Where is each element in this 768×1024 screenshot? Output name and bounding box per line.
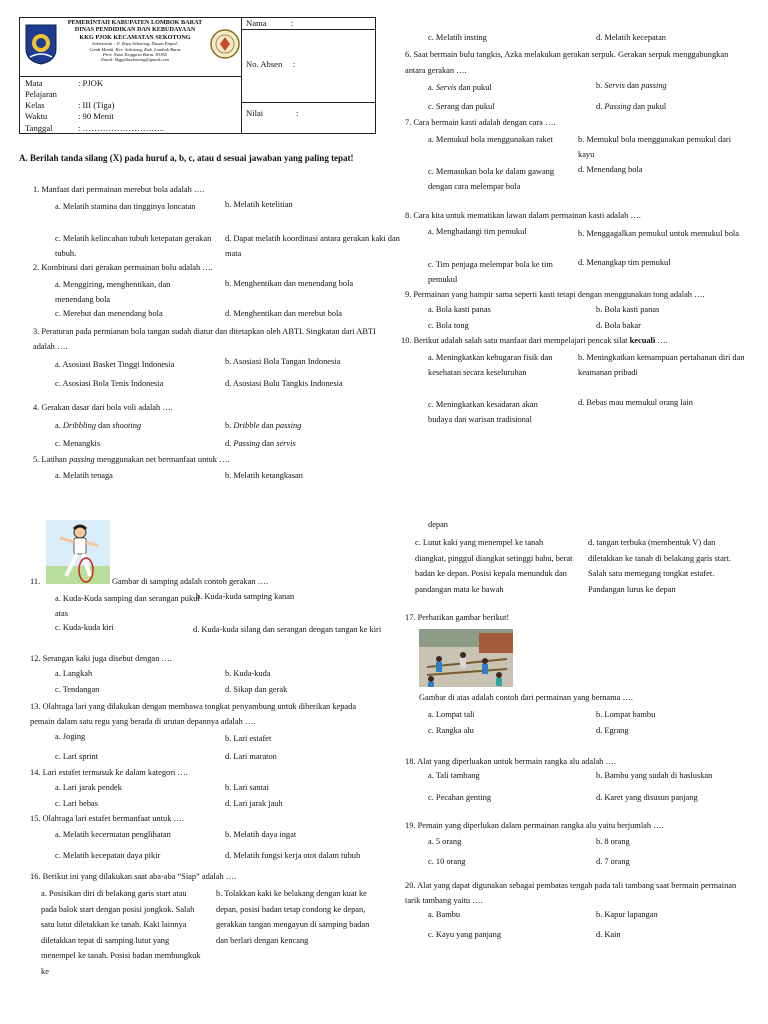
option-16a-continued: depan xyxy=(428,520,448,529)
address-line: Prov. Nusa Tenggara Barat. 83365 xyxy=(102,52,168,58)
option-3a[interactable]: a. Asosiasi Basket Tinggi Indonesia xyxy=(55,360,175,369)
option-15d[interactable]: d. Melatih fungsi kerja otot dalam tubuh xyxy=(225,851,361,860)
header-row-line xyxy=(241,29,375,30)
question-20: 20. Alat yang dapat digunakan sebagai pembatas tengah pada tali tambang saat bermain permainan tarik tambang yaitu …. xyxy=(405,881,737,905)
option-19d[interactable]: d. 7 orang xyxy=(596,857,630,866)
nilai-label: Nilai xyxy=(246,108,264,118)
header-table xyxy=(19,17,376,134)
question-3: 3. Peraturan pada permianan bola tangan sudah diatur dan ditetapkan oleh ABTI. Singkatan dari ABTI adalah …. xyxy=(33,327,376,351)
option-20d[interactable]: d. Kain xyxy=(596,930,621,939)
option-6d[interactable]: d. Passing dan pukul xyxy=(596,102,667,111)
tanggal-field[interactable]: : ……………………….. xyxy=(78,123,165,133)
option-19b[interactable]: b. 8 orang xyxy=(596,837,630,846)
option-17c[interactable]: c. Rangka alu xyxy=(428,726,474,735)
question-12: 12. Serangan kaki juga disebut dengan …. xyxy=(30,654,172,663)
address-line: Cendi Manik, Kec. Sekotong, Kab. Lombok Barat xyxy=(89,46,181,52)
option-14b[interactable]: b. Lari santai xyxy=(225,783,269,792)
option-3d[interactable]: d. Asosiasi Bulu Tangkis Indonesia xyxy=(225,379,343,388)
tanggal-label: Tanggal xyxy=(25,123,53,133)
option-9a[interactable]: a. Bola kasti panas xyxy=(428,305,491,314)
option-2d[interactable]: d. Menghentikan dan merebut bola xyxy=(225,309,342,318)
absen-label: No. Absen xyxy=(246,59,283,69)
option-11c[interactable]: c. Kuda-kuda kiri xyxy=(55,623,114,632)
section-a-instruction: A. Berilah tanda silang (X) pada huruf a, b, c, atau d sesuai jawaban yang paling tepat! xyxy=(19,153,354,163)
email-line: Email: kkgpjoksekotong@gmail.com xyxy=(101,57,169,63)
option-15b[interactable]: b. Melatih daya ingat xyxy=(225,830,297,839)
option-8b[interactable]: b. Menggagalkan pemukul untuk memukul bola xyxy=(578,229,739,238)
question-4: 4. Gerakan dasar dari bola voli adalah …. xyxy=(33,403,173,412)
option-17b[interactable]: b. Lompat bambu xyxy=(596,710,656,719)
option-13a[interactable]: a. Joging xyxy=(55,732,86,741)
option-10b[interactable]: b. Meningkatkan kemampuan pertahanan diri dan keamanan pribadi xyxy=(578,353,745,377)
option-6c[interactable]: c. Serang dan pukul xyxy=(428,102,495,111)
gov-name: PEMERINTAH KABUPATEN LOMBOK BARAT xyxy=(67,19,203,26)
question-17-prompt: Gambar di atas adalah contoh dari permainan yang bernama …. xyxy=(419,693,633,702)
option-10d[interactable]: d. Bebas mau memukul orang lain xyxy=(578,398,693,407)
header-divider xyxy=(241,18,242,133)
option-17a[interactable]: a. Lompat tali xyxy=(428,710,475,719)
silat-stance-image xyxy=(46,520,110,584)
kelas-label: Kelas xyxy=(25,100,45,110)
option-10a[interactable]: a. Meningkatkan kebugaran fisik dan kesehatan secara keseluruhan xyxy=(428,353,553,377)
question-7: 7. Cara bermain kasti adalah dengan cara …. xyxy=(405,118,556,127)
kkg-seal-icon xyxy=(209,22,241,66)
regency-logo-icon xyxy=(24,23,58,65)
option-4a[interactable]: a. Dribbling dan shooting xyxy=(55,421,142,430)
option-3c[interactable]: c. Asosiasi Bola Tenis Indonesia xyxy=(55,379,164,388)
kkg-name: KKG PJOK KECAMATAN SEKOTONG xyxy=(79,33,191,41)
option-16c[interactable]: c. Lutut kaki yang menempel ke tanah diangkat, pinggul diangkat setinggi bahu, berat badan ke depan. Posisi kepala menunduk dan pandangan mata ke bawah xyxy=(415,538,573,594)
option-13d[interactable]: d. Lari maraton xyxy=(225,752,277,761)
option-18d[interactable]: d. Karet yang disusun panjang xyxy=(596,793,698,802)
option-12a[interactable]: a. Langkah xyxy=(55,669,93,678)
option-10c[interactable]: c. Meningkatkan kesadaran akan budaya dan warisan tradisional xyxy=(428,400,538,424)
option-19c[interactable]: c. 10 orang xyxy=(428,857,466,866)
kelas-value: : III (Tiga) xyxy=(78,100,115,110)
question-10: 10. Berikut adalah salah satu manfaat dari mempelajari pencak silat kecuali …. xyxy=(401,336,668,345)
option-14c[interactable]: c. Lari bebas xyxy=(55,799,99,808)
question-9: 9. Permainan yang hampir sama seperti kasti tetapi dengan menggunakan tong adalah …. xyxy=(405,290,705,299)
mapel-label: Mata Pelajaran xyxy=(25,78,57,99)
absen-field[interactable]: : xyxy=(293,59,296,69)
question-15: 15. Olahraga lari estafet bermanfaat untuk …. xyxy=(30,814,184,823)
option-19a[interactable]: a. 5 orang xyxy=(428,837,462,846)
letterhead xyxy=(60,19,210,63)
question-5: 5. Latihan passing menggunakan net bermanfaat untuk …. xyxy=(33,455,230,464)
option-8d[interactable]: d. Menangkap tim pemukul xyxy=(578,258,671,267)
option-20c[interactable]: c. Kayu yang panjang xyxy=(428,930,502,939)
question-11: Gambar di samping adalah contoh gerakan …. xyxy=(112,577,269,586)
option-2a[interactable]: a. Menggiring, menghentikan, dan menendang bola xyxy=(55,280,171,304)
option-9c[interactable]: c. Bola tong xyxy=(428,321,469,330)
option-4c[interactable]: c. Menangkis xyxy=(55,439,101,448)
mapel-value: : PJOK xyxy=(78,78,104,88)
option-1d[interactable]: d. Dapat melatih koordinasi antara gerakan kaki dan mata xyxy=(225,234,400,258)
waktu-label: Waktu xyxy=(25,111,48,121)
option-6b[interactable]: b. Servis dan passing xyxy=(596,81,667,90)
option-18c[interactable]: c. Pecahan genting xyxy=(428,793,492,802)
option-12c[interactable]: c. Tendangan xyxy=(55,685,100,694)
option-3b[interactable]: b. Asosiasi Bola Tangan Indonesia xyxy=(225,357,341,366)
option-18a[interactable]: a. Tali tambang xyxy=(428,771,480,780)
option-8a[interactable]: a. Menghadangi tim pemukul xyxy=(428,227,527,236)
option-6a[interactable]: a. Servis dan pukul xyxy=(428,83,492,92)
question-2: 2. Kombinasi dari gerakan permainan bolu adalah …. xyxy=(33,263,213,272)
question-8: 8. Cara kita untuk mematikan lawan dalam permainan kasti adalah …. xyxy=(405,211,641,220)
header-row-line xyxy=(20,76,241,77)
option-11a[interactable]: a. Kuda-Kuda samping dan serangan pukul atas xyxy=(55,594,200,618)
option-5a[interactable]: a. Melatih tenaga xyxy=(55,471,113,480)
rangka-alu-photo xyxy=(419,629,513,687)
option-20a[interactable]: a. Bambu xyxy=(428,910,461,919)
option-15a[interactable]: a. Melatih kecermatan penglihatan xyxy=(55,830,171,839)
question-17: 17. Perhatikan gambar berikut! xyxy=(405,613,510,622)
option-12b[interactable]: b. Kuda-kuda xyxy=(225,669,271,678)
nama-label: Nama xyxy=(246,18,267,28)
option-12d[interactable]: d. Sikap dan gerak xyxy=(225,685,288,694)
question-19: 19. Pemain yang diperlukan dalam permainan rangka alu yaitu berjumlah …. xyxy=(405,821,664,830)
option-7a[interactable]: a. Memukul bola menggunakan raket xyxy=(428,135,553,144)
option-8c[interactable]: c. Tim penjaga melempar bola ke tim pemukul xyxy=(428,260,553,284)
option-14a[interactable]: a. Lari jarak pendek xyxy=(55,783,122,792)
option-9b[interactable]: b. Bola kasti panas xyxy=(596,305,660,314)
option-9d[interactable]: d. Bola bakar xyxy=(596,321,641,330)
dept-name: DINAS PENDIDIKAN DAN KEBUDAYAAN xyxy=(74,26,196,34)
address-line: Sekretariat : Jl. Raya Sekotong, Dusun Empol, xyxy=(92,41,178,47)
option-1a[interactable]: a. Melatih stamina dan tingginya loncatan xyxy=(55,202,196,211)
option-14d[interactable]: d. Lari jarak jauh xyxy=(225,799,283,808)
option-7c[interactable]: c. Memasukan bola ke dalam gawang dengan cara melempar bola xyxy=(428,167,555,191)
option-5b[interactable]: b. Melatih ketangkasan xyxy=(225,471,303,480)
option-16b[interactable]: b. Tolakkan kaki ke belakang dengan kuat ke depan, posisi badan tetap condong ke depan, gerakkan tangan mengayun di samping badan dan berlari dengan kencang xyxy=(216,889,370,945)
question-16: 16. Berikut ini yang dilakukan saat aba-aba “Siap” adalah …. xyxy=(30,872,237,881)
waktu-value: : 90 Menit xyxy=(78,111,114,121)
question-1: 1. Manfaat dari permainan merebut bola adalah …. xyxy=(33,185,205,194)
option-5c[interactable]: c. Melatih insting xyxy=(428,33,487,42)
option-4d[interactable]: d. Passing dan servis xyxy=(225,439,296,448)
option-15c[interactable]: c. Melatih kecepatan daya pikir xyxy=(55,851,161,860)
option-11d[interactable]: d. Kuda-kuda silang dan serangan dengan tangan ke kiri xyxy=(193,625,382,634)
option-7b[interactable]: b. Memukul bola menggunakan pemukul dari kayu xyxy=(578,135,732,159)
option-13c[interactable]: c. Lari sprint xyxy=(55,752,99,761)
option-13b[interactable]: b. Lari estafet xyxy=(225,734,272,743)
option-11b[interactable]: b. Kuda-kuda samping kanan xyxy=(196,592,295,601)
option-1b[interactable]: b. Melatih ketelitian xyxy=(225,200,293,209)
option-1c[interactable]: c. Melatih kelincahan tubuh ketepatan gerakan tubuh. xyxy=(55,234,212,258)
question-6: 6. Saat bermain bulu tangkis, Azka melakukan gerakan serpuk. Gerakan serpuk menggabungkan antara gerakan …. xyxy=(405,50,729,75)
option-2c[interactable]: c. Merebut dan menendang bola xyxy=(55,309,163,318)
option-20b[interactable]: b. Kapur lapangan xyxy=(596,910,658,919)
option-4b[interactable]: b. Dribble dan passing xyxy=(225,421,302,430)
nilai-field[interactable]: : xyxy=(296,108,299,118)
option-16a[interactable]: a. Posisikan diri di belakang garis start atau pada balok start dengan posisi jongkok. Salah satu lutut diletakkan ke tanah. Kaki lainnya diletakkan tepat di samping lutut yang menempel ke tanah. Posisi badan membungkuk ke xyxy=(41,889,201,976)
question-13: 13. Olahraga lari yang dilakukan dengan membawa tongkat penyambung untuk diberikan kepada pemain dalam satu regu yang berada di urutan depannya adalah …. xyxy=(30,702,357,726)
question-18: 18. Alat yang diperluakan untuk bermain rangka alu adalah …. xyxy=(405,757,616,766)
option-18b[interactable]: b. Bambu yang sudah di hasluskan xyxy=(596,771,713,780)
nama-field[interactable]: : xyxy=(291,18,294,28)
option-5d[interactable]: d. Melatih kecepatan xyxy=(596,33,666,42)
question-11-number: 11. xyxy=(30,577,41,586)
question-14: 14. Lari estafet termasuk ke dalam kategori …. xyxy=(30,768,188,777)
option-17d[interactable]: d. Egrang xyxy=(596,726,629,735)
option-7d[interactable]: d. Menendang bola xyxy=(578,165,643,174)
option-2b[interactable]: b. Menghentikan dan menendang bola xyxy=(225,279,354,288)
header-row-line xyxy=(241,102,375,103)
option-16d[interactable]: d. tangan terbuka (membentuk V) dan diletakkan ke tanah di belakang garis start. Salah satu memegang tongkat estafet. Pandangan lurus ke depan xyxy=(588,538,732,594)
